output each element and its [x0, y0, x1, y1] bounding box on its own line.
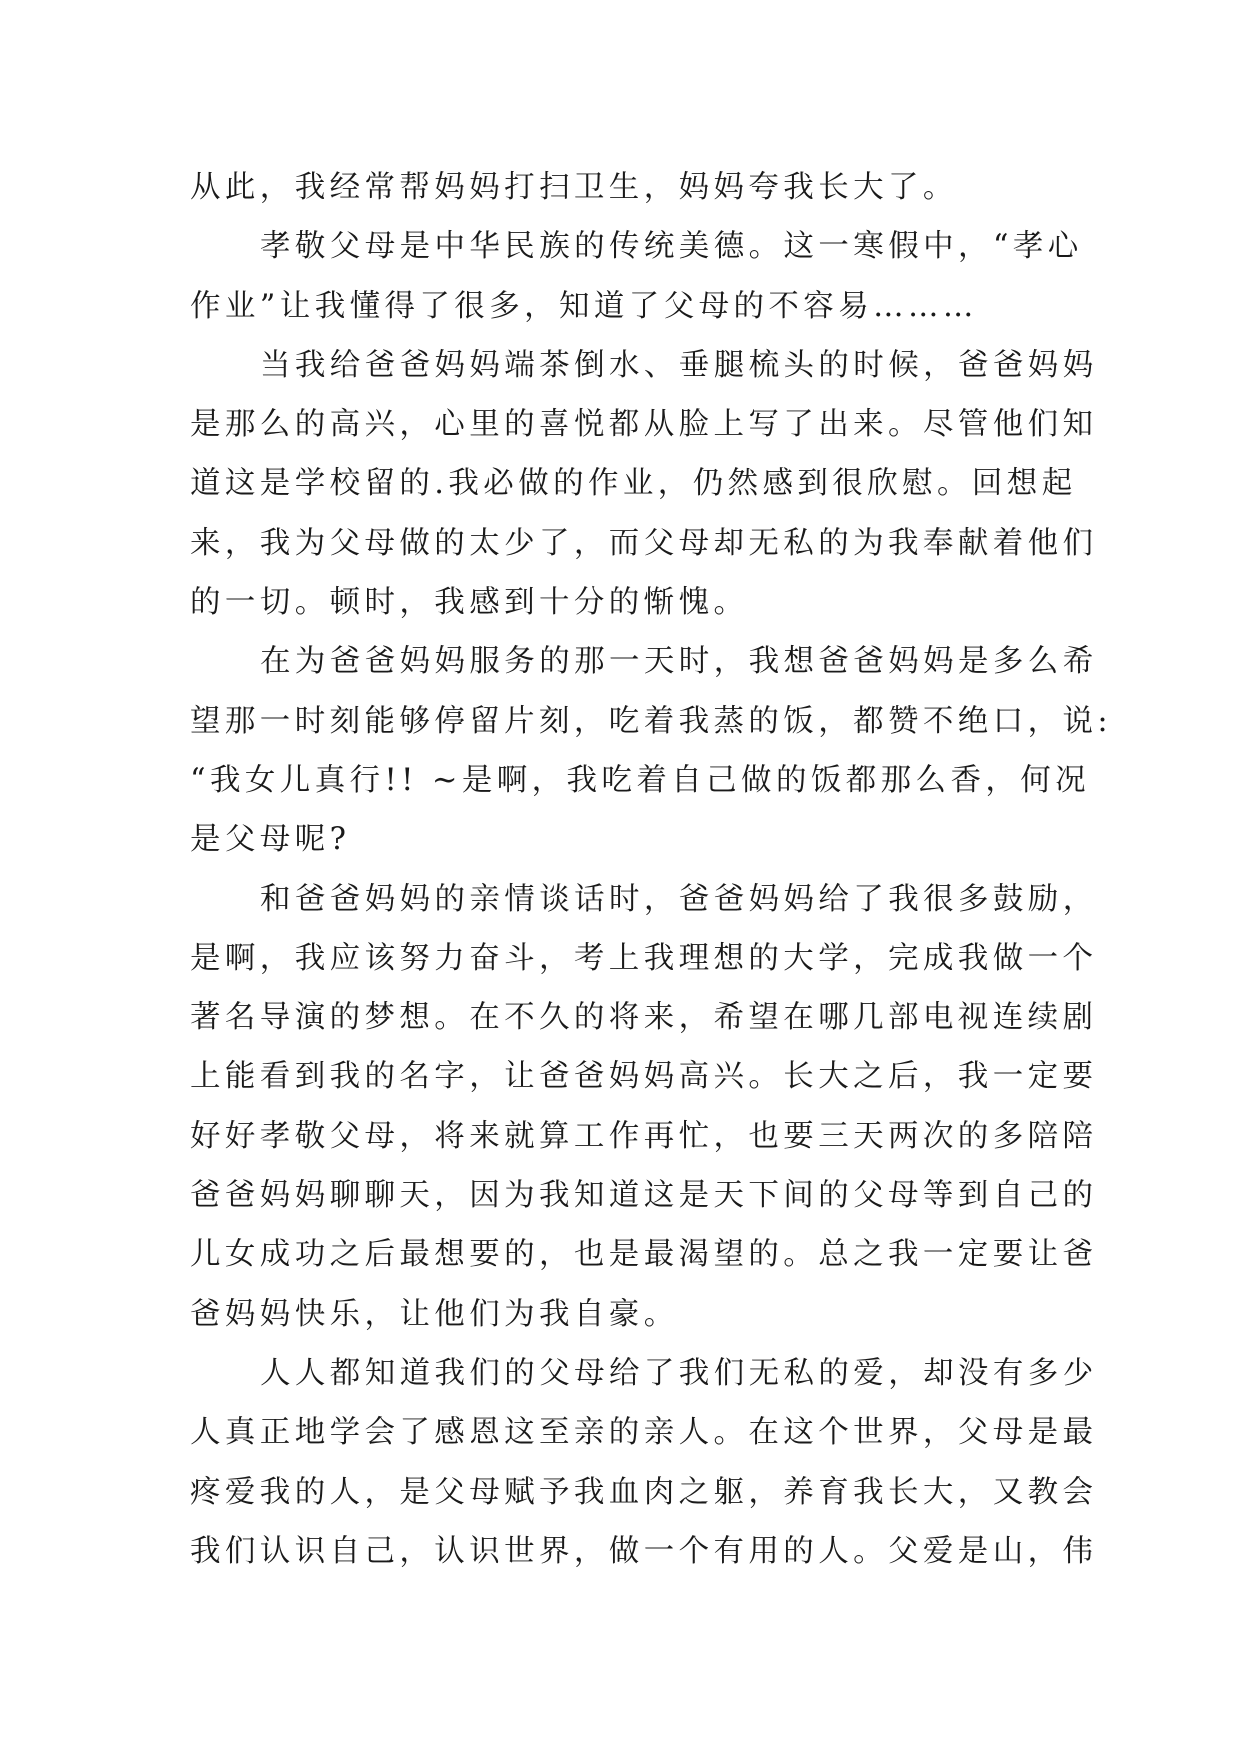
text-line: 爸妈妈快乐，让他们为我自豪。: [190, 1296, 679, 1332]
text-line: 是啊，我应该努力奋斗，考上我理想的大学，完成我做一个: [190, 940, 1098, 976]
text-line: 是父母呢?: [190, 822, 351, 858]
text-line: 望那一时刻能够停留片刻，吃着我蒸的饭，都赞不绝口，说:: [190, 703, 1113, 739]
text-line: 的一切。顿时，我感到十分的惭愧。: [190, 585, 749, 621]
text-line: 是那么的高兴，心里的喜悦都从脸上写了出来。尽管他们知: [190, 407, 1098, 443]
text-line: 作业”让我懂得了很多，知道了父母的不容易………: [190, 288, 978, 324]
text-line: 儿女成功之后最想要的，也是最渴望的。总之我一定要让爸: [190, 1237, 1098, 1273]
paragraph-first-line: 和爸爸妈妈的亲情谈话时，爸爸妈妈给了我很多鼓励，: [260, 881, 1098, 917]
paragraph-first-line: 孝敬父母是中华民族的传统美德。这一寒假中，“孝心: [260, 229, 1083, 265]
text-line: 道这是学校留的.我必做的作业，仍然感到很欣慰。回想起: [190, 466, 1077, 502]
paragraph-first-line: 人人都知道我们的父母给了我们无私的爱，却没有多少: [260, 1355, 1098, 1391]
text-line: 爸爸妈妈聊聊天，因为我知道这是天下间的父母等到自己的: [190, 1178, 1098, 1214]
text-line: 疼爱我的人，是父母赋予我血肉之躯，养育我长大，又教会: [190, 1474, 1098, 1510]
essay-body: [190, 158, 1113, 1581]
text-line: 我们认识自己，认识世界，做一个有用的人。父爱是山，伟: [190, 1533, 1098, 1569]
text-line: 从此，我经常帮妈妈打扫卫生，妈妈夸我长大了。: [190, 170, 958, 205]
text-line: 著名导演的梦想。在不久的将来，希望在哪几部电视连续剧: [190, 1000, 1098, 1036]
paragraph-first-line: 在为爸爸妈妈服务的那一天时，我想爸爸妈妈是多么希: [260, 644, 1098, 680]
text-line: 上能看到我的名字，让爸爸妈妈高兴。长大之后，我一定要: [190, 1059, 1098, 1095]
text-line: 好好孝敬父母，将来就算工作再忙，也要三天两次的多陪陪: [190, 1118, 1098, 1154]
text-line: 来，我为父母做的太少了，而父母却无私的为我奉献着他们: [190, 525, 1098, 561]
text-line: 人真正地学会了感恩这至亲的亲人。在这个世界，父母是最: [190, 1415, 1098, 1451]
text-line: “我女儿真行!! ~是啊，我吃着自己做的饭都那么香，何况: [190, 762, 1091, 798]
paragraph-first-line: 当我给爸爸妈妈端茶倒水、垂腿梳头的时候，爸爸妈妈: [260, 347, 1098, 383]
